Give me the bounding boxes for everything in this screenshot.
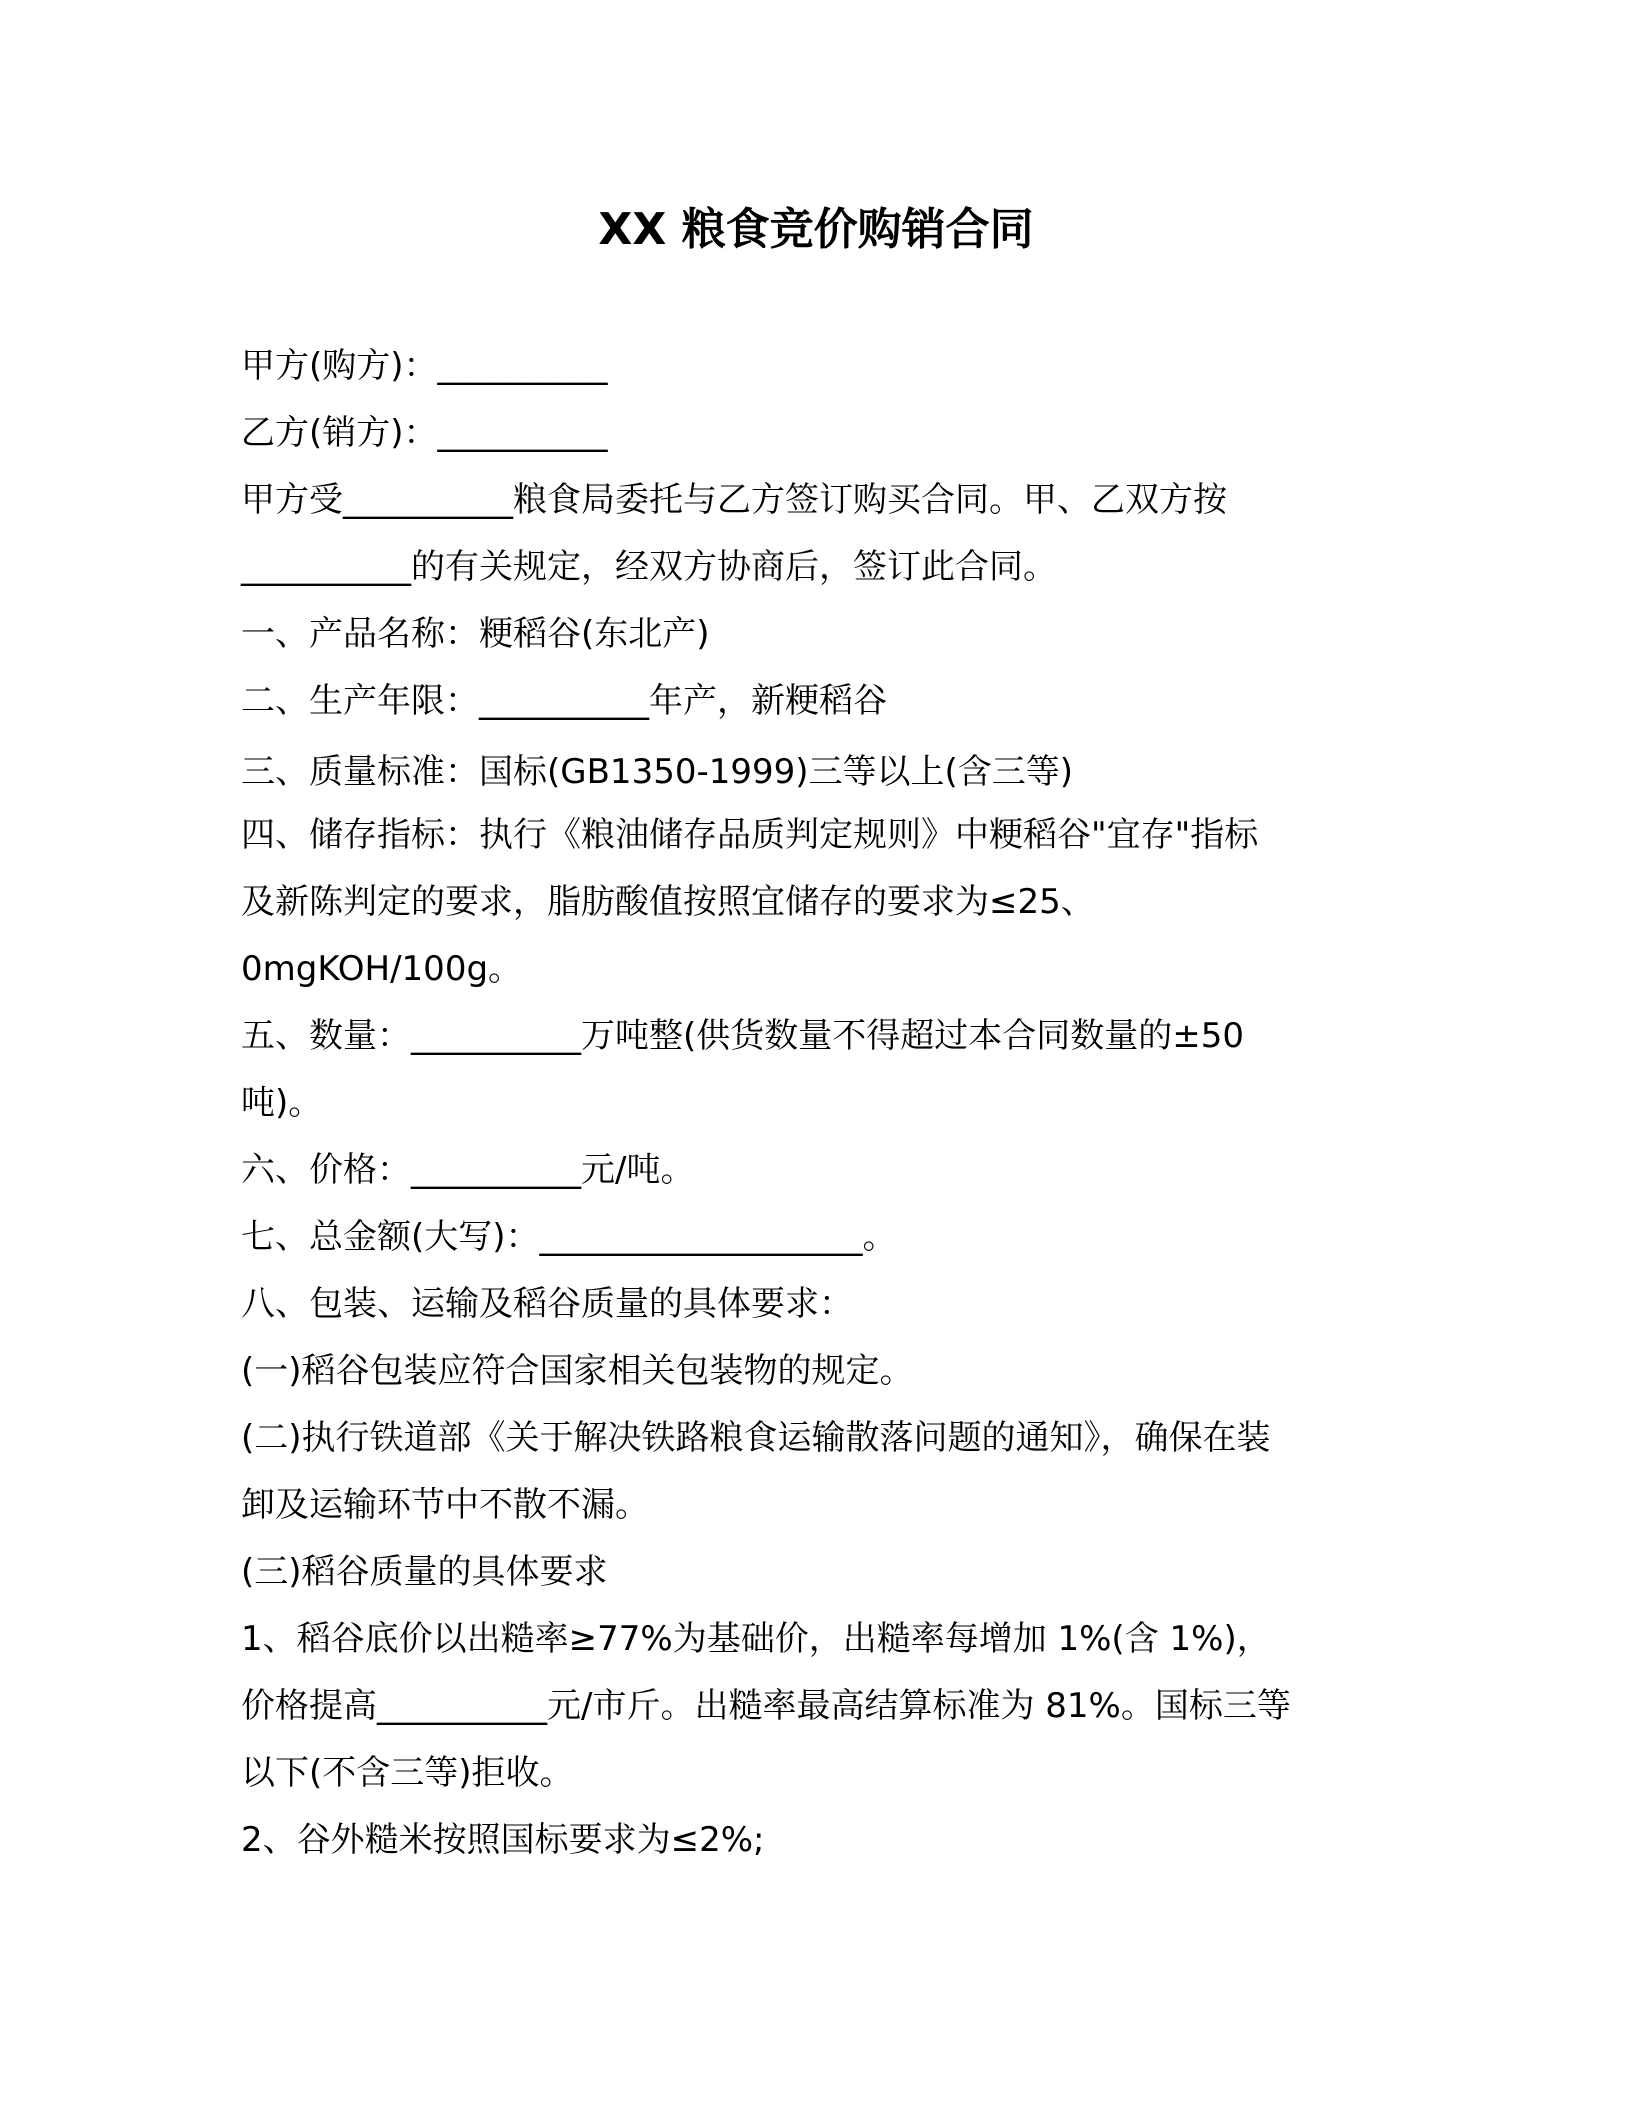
paragraph-line: 0mgKOH/100g。 (241, 949, 523, 989)
subclause-quality-requirements: (三)稻谷质量的具体要求 (241, 1552, 608, 1592)
subclause-railway: (二)执行铁道部《关于解决铁路粮食运输散落问题的通知》，确保在装 (241, 1418, 1271, 1458)
document-title: XX 粮食竞价购销合同 (598, 204, 1034, 255)
clause-price: 六、价格：__________元/吨。 (241, 1150, 695, 1190)
clause-total-amount: 七、总金额(大写)：___________________。 (241, 1217, 897, 1257)
paragraph-line: __________的有关规定，经双方协商后，签订此合同。 (241, 547, 1057, 587)
party-a-line: 甲方(购方)：__________ (241, 346, 608, 386)
paragraph-line: 甲方受__________粮食局委托与乙方签订购买合同。甲、乙双方按 (241, 480, 1227, 520)
clause-storage-index: 四、储存指标：执行《粮油储存品质判定规则》中粳稻谷"宜存"指标 (241, 815, 1259, 855)
paragraph-line: 吨)。 (241, 1083, 323, 1123)
item-brown-rice-rate: 1、稻谷底价以出糙率≥77%为基础价，出糙率每增加 1%(含 1%)， (241, 1619, 1271, 1659)
clause-quality-standard: 三、质量标准：国标(GB1350-1999)三等以上(含三等) (241, 752, 1074, 792)
clause-production-year: 二、生产年限：__________年产，新粳稻谷 (241, 681, 887, 721)
paragraph-line: 以下(不含三等)拒收。 (241, 1753, 574, 1793)
paragraph-line: 价格提高__________元/市斤。出糙率最高结算标准为 81%。国标三等 (241, 1686, 1291, 1726)
paragraph-line: 及新陈判定的要求，脂肪酸值按照宜储存的要求为≤25、 (241, 882, 1095, 922)
subclause-packaging: (一)稻谷包装应符合国家相关包装物的规定。 (241, 1351, 914, 1391)
clause-quantity: 五、数量：__________万吨整(供货数量不得超过本合同数量的±50 (241, 1016, 1245, 1056)
item-external-brown-rice: 2、谷外糙米按照国标要求为≤2%; (241, 1820, 765, 1860)
clause-packaging-transport: 八、包装、运输及稻谷质量的具体要求： (241, 1284, 853, 1324)
paragraph-line: 卸及运输环节中不散不漏。 (241, 1485, 649, 1525)
party-b-line: 乙方(销方)：__________ (241, 413, 608, 453)
clause-product-name: 一、产品名称：粳稻谷(东北产) (241, 614, 710, 654)
